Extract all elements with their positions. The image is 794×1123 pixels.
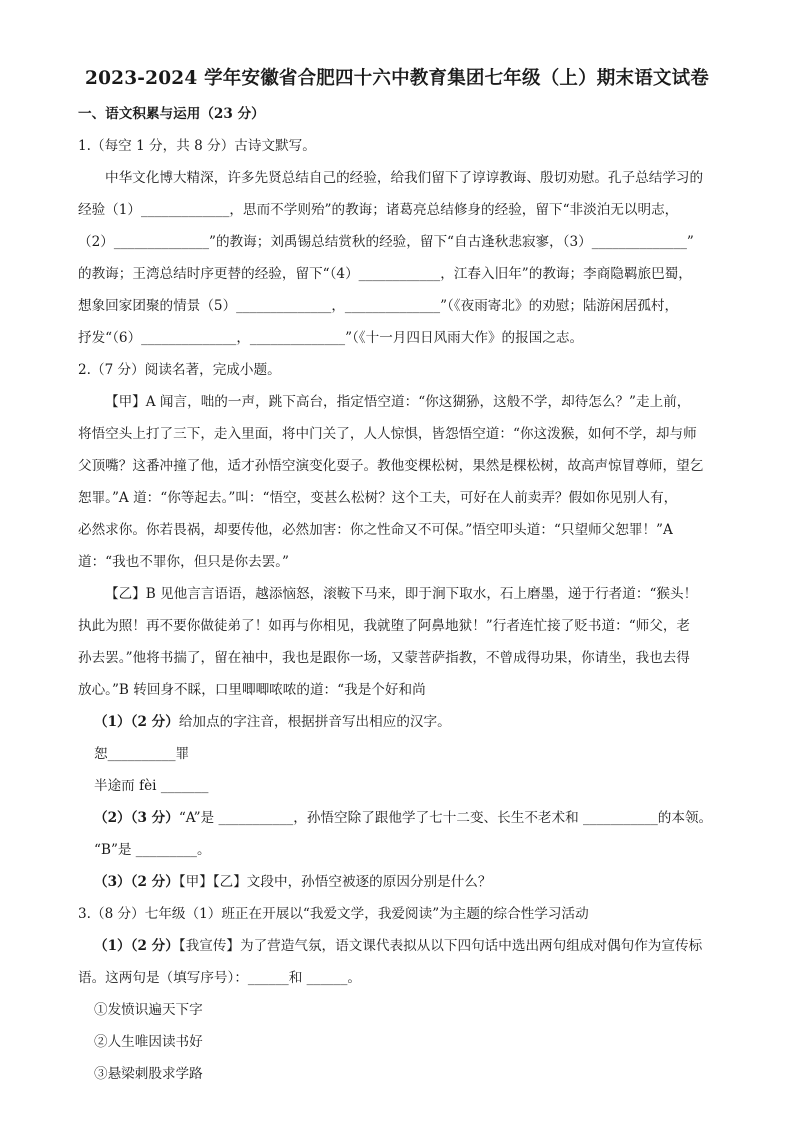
question-2-heading: 2.（7 分）阅读名著，完成小题。: [78, 362, 281, 378]
q2-sub1-blank-a: 恕__________罪: [94, 746, 190, 762]
q2-sub1: [94, 712, 451, 732]
q2-yi-line: 执此为照！再不要你做徒弟了！如再与你相见，我就堕了阿鼻地狱！”行者连忙接了贬书道：“师父，老: [78, 618, 691, 634]
q3-option: ③悬梁刺股求学路: [94, 1066, 203, 1082]
q2-jia-line: 必然求你。你若畏祸，却要传他，必然加害：你之性命又不可保。”悟空叩头道：“只望师父恕罪！”A: [78, 522, 673, 538]
q2-sub1-blank-b: 半途而 fèi _______: [94, 778, 209, 794]
q2-jia-line: 父顶嘴？这番冲撞了他，适才孙悟空演变化耍子。教他变棵松树，果然是棵松树，故高声惊冒尊师，望乞: [78, 458, 704, 474]
question-3-heading: 3.（8 分）七年级（1）班正在开展以“我爱文学，我爱阅读”为主题的综合性学习活动: [78, 906, 589, 922]
question-1-heading: 1.（每空 1 分，共 8 分）古诗文默写。: [78, 138, 316, 154]
q2-jia-line: 道：“我也不罪你，但只是你去罢。”: [78, 554, 290, 570]
page-title: 2023-2024 学年安徽省合肥四十六中教育集团七年级（上）期末语文试卷: [85, 68, 709, 89]
q1-paragraph-line: 抒发“（6）______________，______________”（《十一月四日风雨大作》的报国之志。: [78, 330, 584, 346]
q2-yi-line: 孙去罢。”他将书揣了，留在袖中，我也是跟你一场，又蒙菩萨指教，不曾成得功果，你请坐，我也去得: [78, 650, 690, 666]
q3-sub1-label: （1）（2 分）: [94, 938, 179, 954]
q2-sub3: [94, 872, 491, 892]
q3-sub1: [94, 936, 702, 956]
q2-sub2-blank-b: “B”是 _________。: [94, 842, 211, 858]
q2-sub3-label: （3）（2 分）: [94, 874, 179, 890]
q1-paragraph-line: 中华文化博大精深，许多先贤总结自己的经验，给我们留下了谆谆教诲、殷切劝慰。孔子总结学习的: [105, 170, 704, 186]
section-heading: 一、语文积累与运用（23 分）: [78, 106, 265, 122]
q3-option: ②人生唯因读书好: [94, 1034, 203, 1050]
q1-paragraph-line: （2）______________”的教诲；刘禹锡总结赏秋的经验，留下“自古逢秋悲寂寥，（3）______________”: [78, 234, 694, 250]
q2-sub1-label: （1）（2 分）: [94, 714, 179, 730]
q2-jia-line: 恕罪。”A 道：“你等起去。”叫：“悟空，变甚么松树？这个工夫，可好在人前卖弄？假如你见别人有，: [78, 490, 678, 506]
q2-sub3-text: 【甲】【乙】文段中，孙悟空被逐的原因分别是什么？: [178, 874, 492, 890]
q1-paragraph-line: 的教诲；王湾总结时序更替的经验，留下“（4）____________，江春入旧年”的教诲；李商隐羁旅巴蜀，: [78, 266, 692, 282]
q1-paragraph-line: 想象回家团聚的情景（5）______________，______________”（《夜雨寄北》的劝慰；陆游闲居孤村，: [78, 298, 679, 314]
q2-yi-line: 放心。”B 转回身不睬，口里唧唧哝哝的道：“我是个好和尚: [78, 682, 426, 698]
q2-jia-line: 将悟空头上打了三下，走入里面，将中门关了，人人惊惧，皆怨悟空道：“你这泼猴，如何不学，却与师: [78, 426, 697, 442]
q3-sub1-continuation: 语。这两句是（填写序号）：______和 ______。: [78, 970, 361, 986]
q2-jia-line: 【甲】A 闻言，咄的一声，跳下高台，指定悟空道：“你这猢狲，这般不学，却待怎么？”走上前，: [105, 394, 691, 410]
q2-yi-line: 【乙】B 见他言言语语，越添恼怒，滚鞍下马来，即于涧下取水，石上磨墨，递于行者道：“猴头！: [105, 586, 698, 602]
q1-paragraph-line: 经验（1）_____________，思而不学则殆”的教诲；诸葛亮总结修身的经验，留下“非淡泊无以明志，: [78, 202, 679, 218]
q2-sub2-text: “A”是 ___________，孙悟空除了跟他学了七十二变、长生不老术和 ___________的本领。: [178, 810, 713, 826]
q3-sub1-text: 【我宣传】为了营造气氛，语文课代表拟从以下四句话中选出两句组成对偶句作为宣传标: [178, 938, 703, 954]
q2-sub1-text: 给加点的字注音，根据拼音写出相应的汉字。: [178, 714, 451, 730]
q3-option: ①发愤识遍天下字: [94, 1002, 203, 1018]
q2-sub2-label: （2）（3 分）: [94, 810, 179, 826]
q2-sub2: [94, 808, 712, 828]
